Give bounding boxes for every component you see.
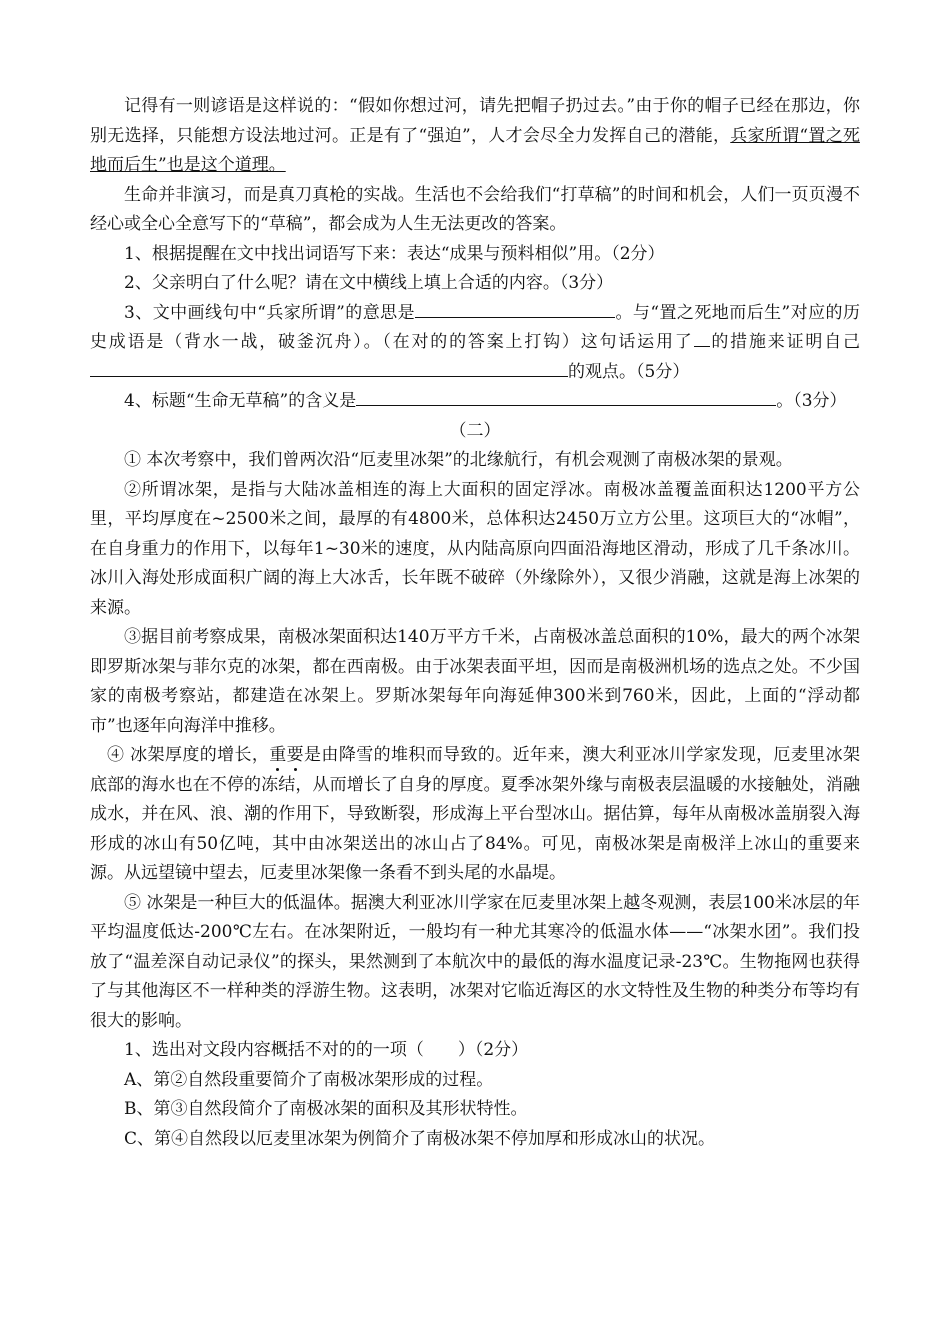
option-b[interactable]: B、第③自然段简介了南极冰架的面积及其形状特性。 — [124, 1099, 528, 1119]
paragraph-4-text-b: 是由降雪的堆积而导致的。近年来，澳大利亚冰川学家发现，厄麦里冰架底部的海水也在不停的冻结，从而增长了自身的厚度。夏季冰架外缘与南极表层温暖的水接触处，消融成水，并在风、浪、潮的作用下，导致断裂，形成海上平台型冰山。据估算，每年从南极冰盖崩裂入海形成的冰山有50亿吨，其中由冰架送出的冰山占了84%。可见，南极冰架是南极洋上冰山的重要来源。从远望镜中望去，厄麦里冰架像一条看不到头尾的水晶堤。 — [90, 745, 861, 883]
section2-paragraph-2: ②所谓冰架，是指与大陆冰盖相连的海上大面积的固定浮冰。南极冰盖覆盖面积达1200平方公里，平均厚度在~2500米之间，最厚的有4800米，总体积达2450万立方公里。这项巨大的“冰帽”，在自身重力的作用下，以每年1~30米的速度，从内陆高原向四面沿海地区滑动，形成了几千条冰川。冰川入海处形成面积广阔的海上大冰舌，长年既不破碎（外缘除外），又很少消融，这就是海上冰架的来源。 — [90, 479, 860, 618]
answer-blank[interactable] — [694, 328, 710, 347]
underlined-sentence: 兵家所谓“置之死地而后生”也是这个道理。 — [90, 125, 860, 175]
section2-paragraph-4 — [90, 741, 860, 889]
answer-blank[interactable] — [415, 299, 615, 318]
question-3-text-a: 3、文中画线句中“兵家所谓”的意思是 — [124, 302, 416, 323]
question-2: 2、父亲明白了什么呢？请在文中横线上填上合适的内容。（3分） — [124, 273, 614, 293]
passage1-text: 记得有一则谚语是这样说的：“假如你想过河，请先把帽子扔过去。”由于你的帽子已经在那边，你别无选择，只能想方设法地过河。正是有了“强迫”，人才会尽全力发挥自己的潜能， — [90, 96, 860, 146]
emphasis-dot-char: 重 — [269, 745, 287, 765]
passage1-paragraph-1 — [90, 92, 860, 181]
option-c[interactable]: C、第④自然段以厄麦里冰架为例简介了南极冰架不停加厚和形成冰山的状况。 — [124, 1128, 716, 1149]
section2-paragraph-1: ① 本次考察中，我们曾两次沿“厄麦里冰架”的北缘航行，有机会观测了南极冰架的景观。 — [124, 450, 793, 470]
question-4-text-a: 4、标题“生命无草稿”的含义是 — [124, 391, 357, 411]
answer-blank[interactable] — [356, 387, 776, 406]
section2-paragraph-3: ③据目前考察成果，南极冰架面积达140万平方千米，占南极冰盖总面积的10%，最大的两个冰架即罗斯冰架与菲尔克的冰架，都在西南极。由于冰架表面平坦，因而是南极洲机场的选点之处。不少国家的南极考察站，都建造在冰架上。罗斯冰架每年向海延伸300米到760米，因此，上面的“浮动都市”也逐年向海洋中推移。 — [90, 627, 860, 736]
question-3-text-b: 。与“置之死地而后生”对应的历史成语是（背水一战，破釜沉舟）。（在对的的答案上打钩）这句话运用了 — [90, 302, 860, 352]
question-1: 1、根据提醒在文中找出词语写下来：表达“成果与预料相似”用。（2分） — [124, 243, 665, 264]
answer-blank[interactable] — [90, 358, 568, 377]
question-3-text-c: 的措施来证明自己 — [709, 332, 861, 352]
question-4 — [90, 387, 860, 417]
question-3 — [90, 299, 860, 388]
passage1-paragraph-2: 生命并非演习，而是真刀真枪的实战。生活也不会给我们“打草稿”的时间和机会，人们一页页漫不经心或全心全意写下的“草稿”，都会成为人生无法更改的答案。 — [90, 184, 860, 234]
question-3-text-d: 的观点。（5分） — [568, 361, 690, 382]
section-heading: （二） — [449, 420, 501, 441]
section2-paragraph-5: ⑤ 冰架是一种巨大的低温体。据澳大利亚冰川学家在厄麦里冰架上越冬观测，表层100米冰层的年平均温度低达-200℃左右。在冰架附近，一般均有一种尤其寒冷的低温水体——“冰架水团”。我们投放了“温差深自动记录仪”的探头，果然测到了本航次中的最低的海水温度记录-23℃。生物拖网也获得了与其他海区不一样种类的浮游生物。这表明，冰架对它临近海区的水文特性及生物的种类分布等均有很大的影响。 — [90, 892, 860, 1031]
option-a[interactable]: A、第②自然段重要简介了南极冰架形成的过程。 — [124, 1069, 494, 1090]
paragraph-4-text-a: ④ 冰架厚度的增长， — [107, 745, 270, 765]
question-4-text-b: 。（3分） — [776, 391, 847, 411]
exam-page — [90, 92, 860, 1154]
emphasis-dot-char: 要 — [286, 745, 305, 765]
question2-1: 1、选出对文段内容概括不对的的一项（ ）（2分） — [124, 1040, 529, 1060]
